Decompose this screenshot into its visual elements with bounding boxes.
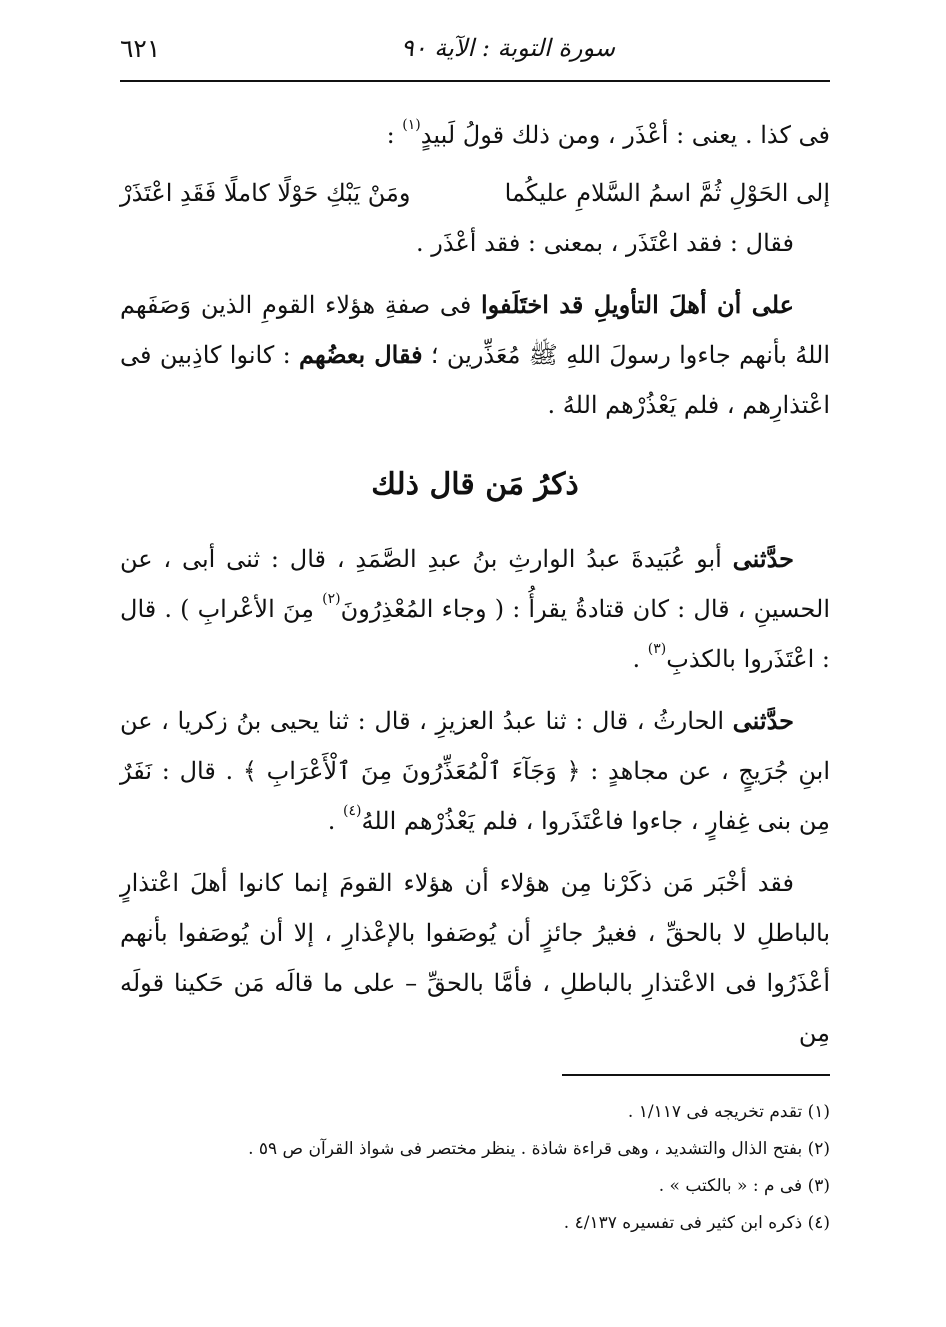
section-heading: ذكرُ مَن قال ذلك (371, 467, 579, 502)
text-run: فى صفةِ هؤلاء القومِ الذين وَصَفَهم اللهُ بأنهم جاءوا رسولَ اللهِ ﷺ مُعَذِّرين ؛ (120, 291, 831, 369)
paragraph-4 (120, 534, 830, 684)
footnote-ref-4: (٤) (342, 803, 362, 819)
footnote-2: (٢) بفتح الذال والتشديد ، وهى قراءة شاذة . ينظر مختصر فى شواذ القرآن ص ٥٩ . (248, 1139, 830, 1159)
footnotes (120, 1094, 830, 1242)
text-run: . قال : نَفَرٌ مِن بنى غِفارٍ ، جاءوا فاعْتَذَروا ، فلم يَعْذُرْهم اللهُ (120, 757, 830, 835)
paragraph-3 (120, 280, 830, 430)
poetry-verse (120, 168, 830, 218)
paragraph-5 (120, 696, 830, 846)
page-number: ٦٢١ (120, 34, 161, 63)
quran-quote: ﴿ وَجَآءَ ٱلْمُعَذِّرُونَ مِنَ ٱلْأَعْرَابِ ﴾ (242, 757, 581, 785)
text-run: . (327, 807, 343, 835)
narration-keyword: حدَّثنى (732, 544, 794, 573)
footnote-divider (562, 1074, 830, 1076)
bold-phrase: فقال بعضُهم (299, 340, 423, 369)
bold-phrase: على أن أهلَ التأويلِ قد اختَلَفوا (480, 290, 794, 319)
text-run: . (632, 645, 648, 673)
narration-keyword: حدَّثنى (732, 706, 794, 735)
paragraph-1 (120, 110, 830, 160)
verse-second-hemistich: ومَنْ يَبْكِ حَوْلًا كاملًا فَقَدِ اعْتَذَرْ (120, 179, 411, 207)
text-run: مِنَ الأعْرابِ ) . قال : اعْتَذَروا بالكذبِ (120, 595, 830, 673)
footnote-ref-1: (١) (402, 117, 421, 133)
footnote-4: (٤) ذكره ابن كثير فى تفسيره ٤/١٣٧ . (563, 1213, 830, 1233)
paragraph-6: فقد أخْبَر مَن ذكَرْنا مِن هؤلاء أن هؤلاء القومَ إنما كانوا أهلَ اعْتذارٍ بالباطلِ لا بالحقِّ ، فغيرُ جائزٍ أن يُوصَفوا بالإعْذارِ ، إلا أن يُوصَفوا بأنهم أعْذَرُوا فى الاعْتذارِ بالباطلِ ، فأمَّا بالحقِّ – على ما قالَه مَن حَكينا قولَه مِن (120, 869, 830, 1047)
text-run: أبو عُبَيدةَ عبدُ الوارثِ بنُ عبدِ الصَّمَدِ ، قال : ثنى أبى ، عن الحسينِ ، قال : كان قتادةُ يقرأُ : ( وجاء المُعْذِرُونَ (120, 545, 830, 623)
text-run: : (386, 121, 403, 149)
text-run: الحارثُ ، قال : ثنا عبدُ العزيزِ ، قال : ثنا يحيى بنُ زكريا ، عن ابنِ جُرَيجٍ ، عن مجاهدٍ : (120, 707, 830, 785)
page-header (120, 34, 830, 80)
footnote-ref-3: (٣) (647, 641, 667, 657)
running-title: سورة التوبة : الآية ٩٠ (400, 34, 615, 62)
footnote-1: (١) تقدم تخريجه فى ١/١١٧ . (627, 1102, 830, 1122)
header-divider (120, 80, 830, 82)
main-text (120, 110, 830, 1058)
text-run: : كانوا كاذِبين فى اعْتذارِهم ، فلم يَعْذُرْهم اللهُ . (120, 341, 830, 419)
verse-first-hemistich: إلى الحَوْلِ ثُمَّ اسمُ السَّلامِ عليكُما (504, 179, 830, 207)
footnote-3: (٣) فى م : « بالكتب » . (658, 1176, 830, 1196)
text-run: فى كذا . يعنى : أعْذَر ، ومن ذلك قولُ لَبيدٍ (420, 121, 830, 149)
paragraph-2: فقال : فقد اعْتَذَر ، بمعنى : فقد أعْذَر . (416, 229, 794, 257)
footnote-ref-2: (٢) (322, 591, 341, 607)
